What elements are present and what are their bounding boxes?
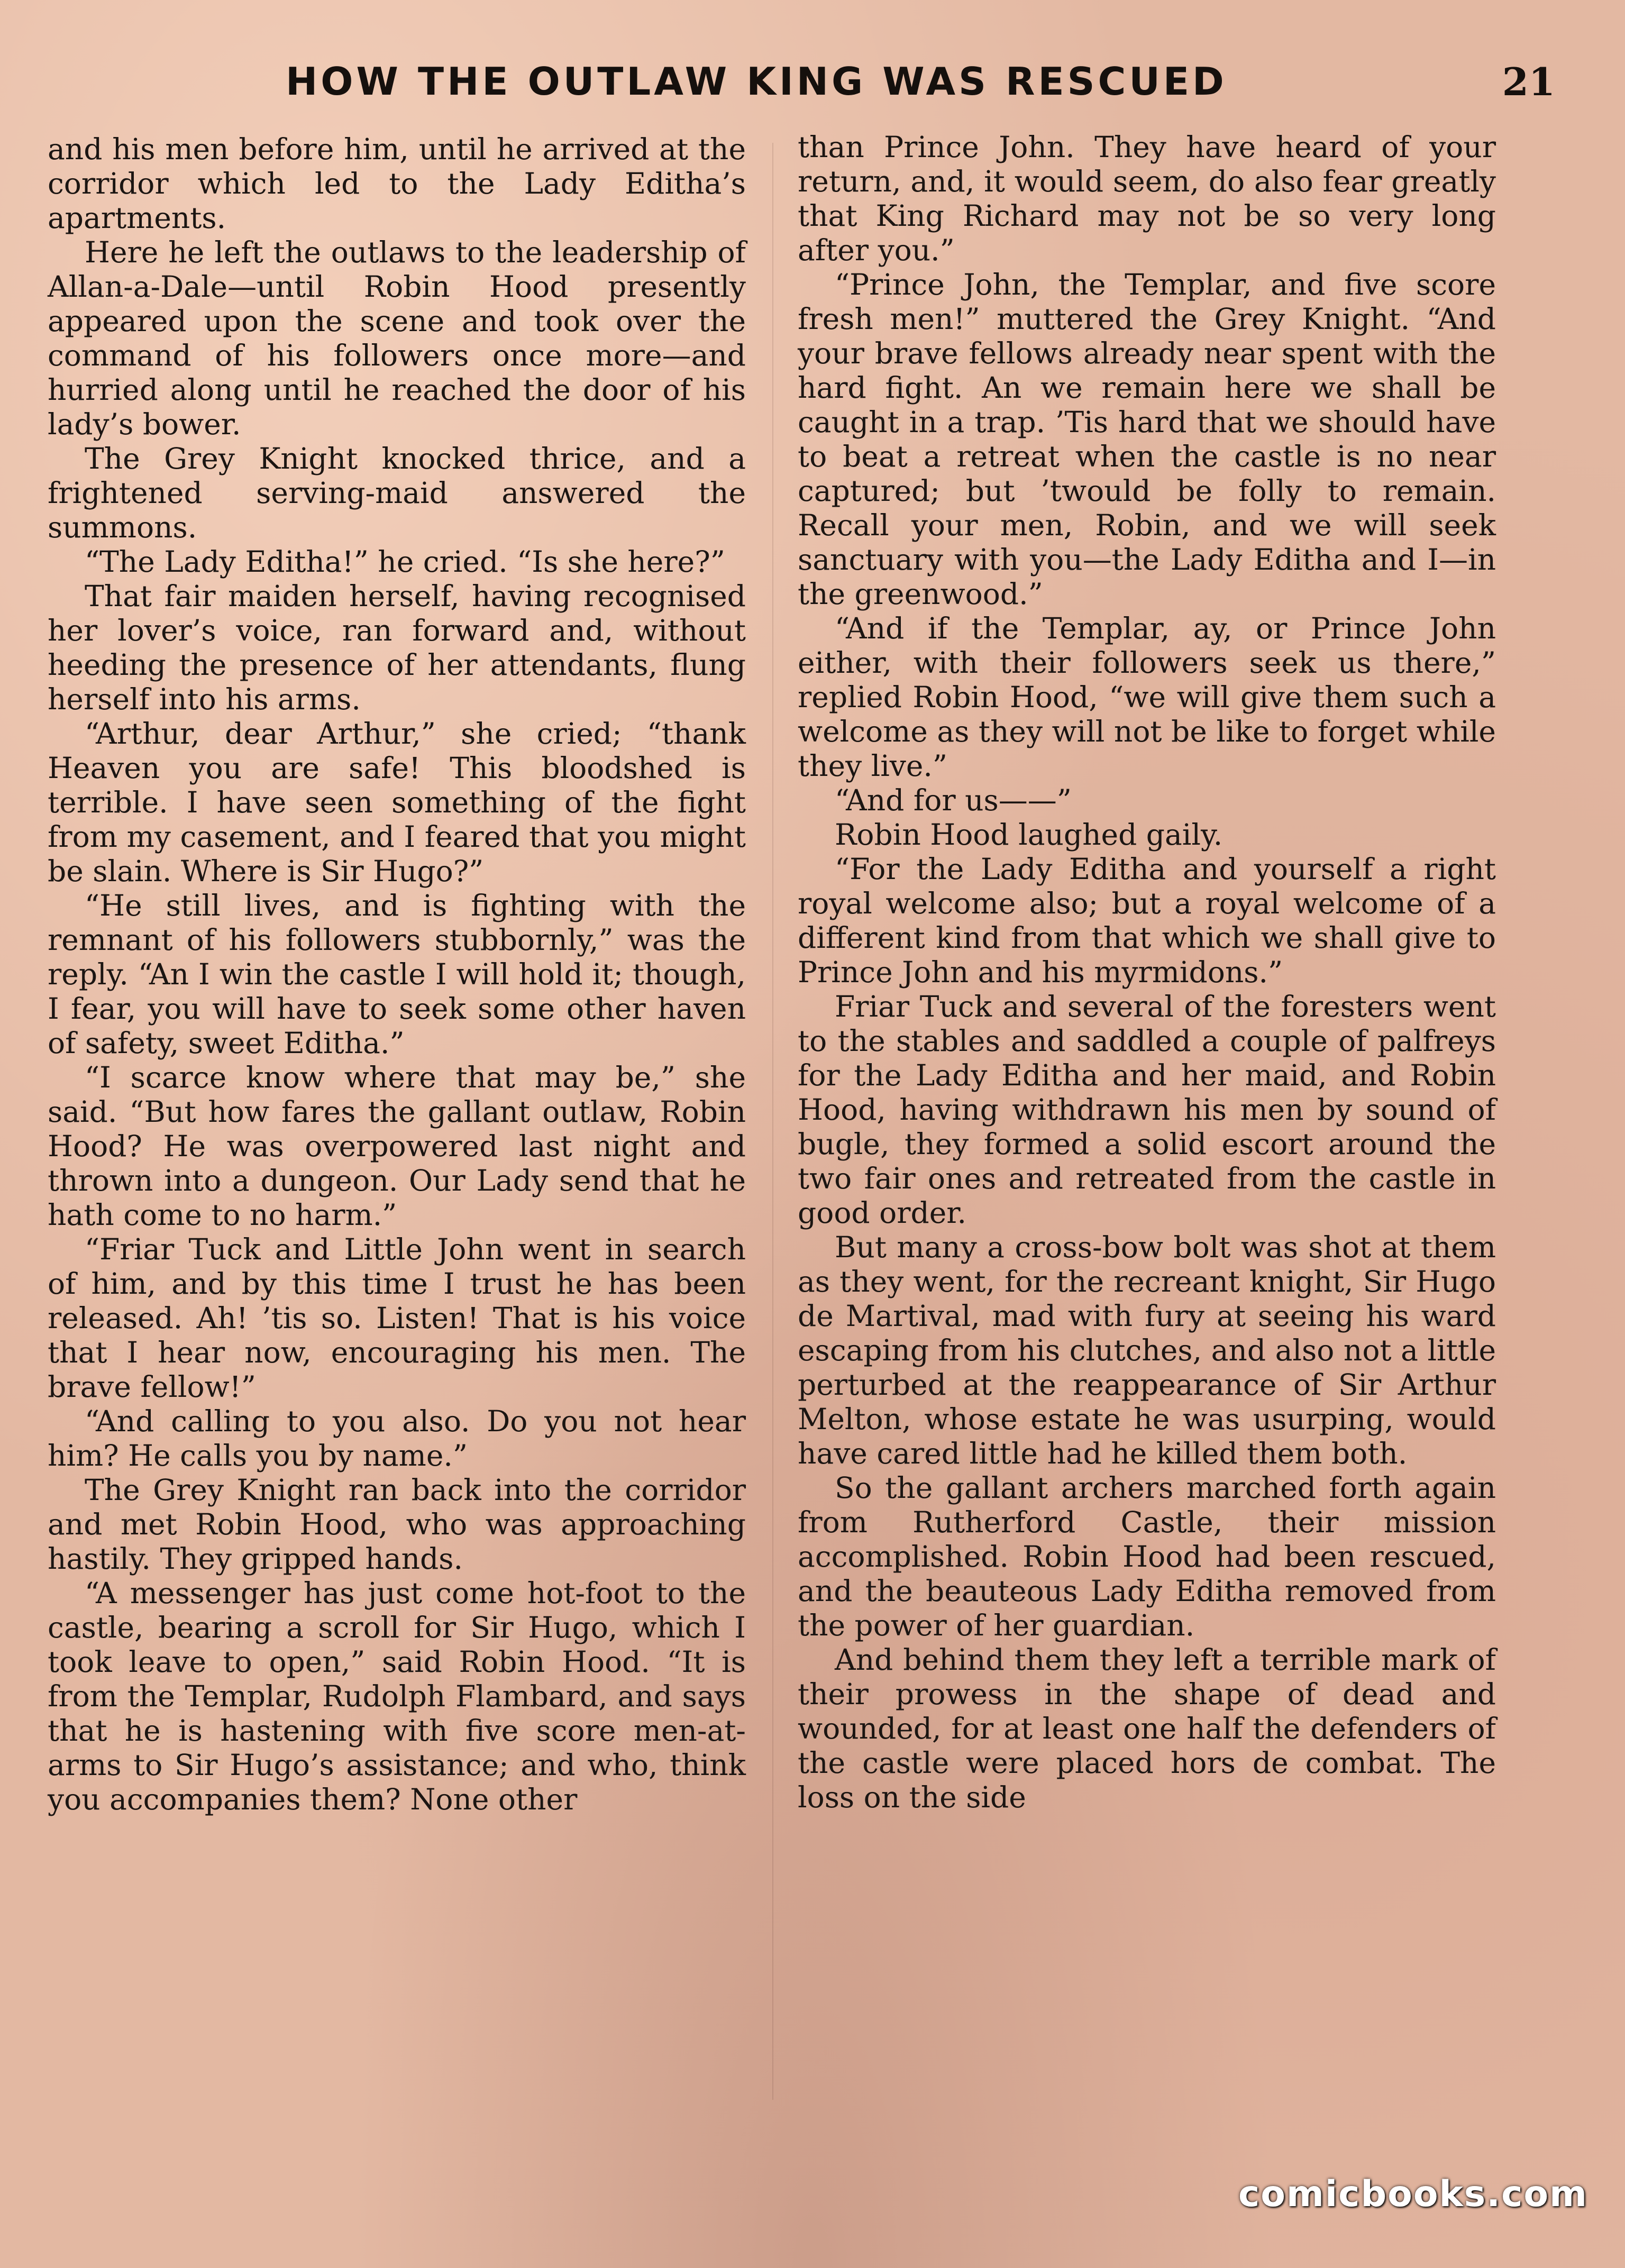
paragraph: Friar Tuck and several of the foresters went to the stables and saddled a couple of palfreys for the Lady Editha and her maid, and Robin Hood, having withdrawn his men by sound of bugle, they formed a solid escort around the two fair ones and retreated from the castle in good order. [798,990,1496,1230]
site-watermark: comicbooks.com [1238,2173,1588,2215]
paragraph: The Grey Knight ran back into the corridor and met Robin Hood, who was approaching hastily. They gripped hands. [48,1473,746,1576]
paragraph: “I scarce know where that may be,” she said. “But how fares the gallant outlaw, Robin Hood? He was overpowered last night and thrown into a dungeon. Our Lady send that he hath come to no harm.” [48,1060,746,1232]
right-column [798,130,1496,1815]
paragraph: The Grey Knight knocked thrice, and a frightened serving-maid answered the summons. [48,442,746,544]
running-head [212,59,1555,107]
left-column [48,132,746,1817]
paragraph: “And calling to you also. Do you not hear him? He calls you by name.” [48,1404,746,1473]
chapter-title: HOW THE OUTLAW KING WAS RESCUED [286,59,1227,104]
page-number: 21 [1502,59,1555,104]
column-gutter [772,143,773,2100]
paragraph: “The Lady Editha!” he cried. “Is she here?” [85,545,725,579]
paragraph: “For the Lady Editha and yourself a right royal welcome also; but a royal welcome of a different kind from that which we shall give to Prince John and his myrmidons.” [798,852,1496,989]
paragraph: Robin Hood laughed gaily. [835,818,1223,852]
paragraph: than Prince John. They have heard of your return, and, it would seem, do also fear greatly that King Richard may not be so very long after you.” [798,130,1496,267]
paragraph: “Friar Tuck and Little John went in search of him, and by this time I trust he has been released. Ah! ’tis so. Listen! That is his voice that I hear now, encouraging his men. The brave fellow!” [48,1232,746,1404]
paragraph: But many a cross-bow bolt was shot at them as they went, for the recreant knight, Sir Hugo de Martival, mad with fury at seeing his ward escaping from his clutches, and also not a little perturbed at the reappearance of Sir Arthur Melton, whose estate he was usurping, would have cared little had he killed them both. [798,1230,1496,1470]
paragraph: Here he left the outlaws to the leadership of Allan-a-Dale—until Robin Hood presently appeared upon the scene and took over the command of his followers once more—and hurried along until he reached the door of his lady’s bower. [48,235,746,441]
paragraph: “And for us——” [835,783,1072,817]
paragraph: So the gallant archers marched forth again from Rutherford Castle, their mission accomplished. Robin Hood had been rescued, and the beauteous Lady Editha removed from the power of her guardian. [798,1471,1496,1642]
paragraph: “A messenger has just come hot-foot to the castle, bearing a scroll for Sir Hugo, which I took leave to open,” said Robin Hood. “It is from the Templar, Rudolph Flambard, and says that he is hastening with five score men-at-arms to Sir Hugo’s assistance; and who, think you accompanies them? None other [48,1576,746,1816]
paragraph: That fair maiden herself, having recognised her lover’s voice, ran forward and, without heeding the presence of her attendants, flung herself into his arms. [48,579,746,716]
paragraph: “Prince John, the Templar, and five score fresh men!” muttered the Grey Knight. “And your brave fellows already near spent with the hard fight. An we remain here we shall be caught in a trap. ’Tis hard that we should have to beat a retreat when the castle is no near captured; but ’twould be folly to remain. Recall your men, Robin, and we will seek sanctuary with you—the Lady Editha and I—in the greenwood.” [798,268,1496,611]
paragraph: “He still lives, and is fighting with the remnant of his followers stubbornly,” was the reply. “An I win the castle I will hold it; though, I fear, you will have to seek some other haven of safety, sweet Editha.” [48,889,746,1060]
paragraph: and his men before him, until he arrived at the corridor which led to the Lady Editha’s apartments. [48,132,746,235]
paragraph: And behind them they left a terrible mark of their prowess in the shape of dead and wounded, for at least one half the defenders of the castle were placed hors de combat. The loss on the side [798,1643,1496,1814]
paragraph: “Arthur, dear Arthur,” she cried; “thank Heaven you are safe! This bloodshed is terrible. I have seen something of the fight from my casement, and I feared that you might be slain. Where is Sir Hugo?” [48,717,746,888]
paragraph: “And if the Templar, ay, or Prince John either, with their followers seek us there,” replied Robin Hood, “we will give them such a welcome as they will not be like to forget while they live.” [798,611,1496,783]
